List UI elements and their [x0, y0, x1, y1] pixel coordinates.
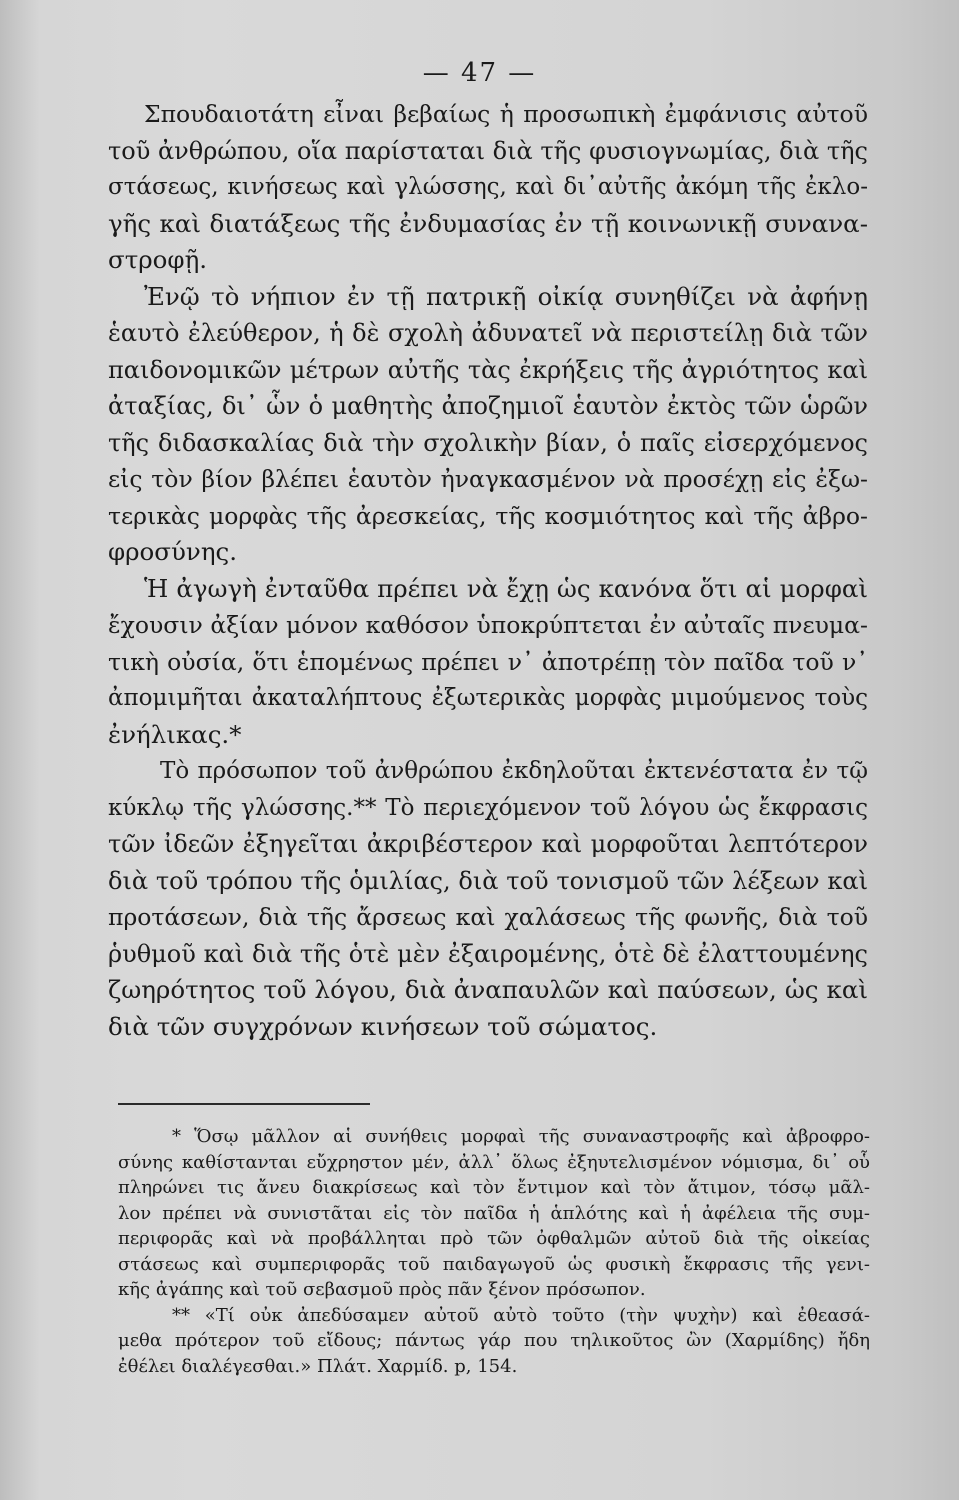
footnote-line: περιφορᾶς καὶ νὰ προβάλληται πρὸ τῶν ὀφθαλμῶν αὐτοῦ διὰ τῆς οἰκείας	[118, 1228, 870, 1249]
text-line: Ἡ ἀγωγὴ ἐνταῦθα πρέπει νὰ ἔχῃ ὡς κανόνα ὅτι αἱ μορφαὶ	[144, 573, 868, 603]
footnote-1	[118, 1124, 870, 1303]
footnote-line: ** «Τί οὐκ ἀπεδύσαμεν αὐτοῦ αὐτὸ τοῦτο (τὴν ψυχὴν) καὶ ἐθεασά-	[172, 1304, 870, 1326]
text-line: στροφῇ.	[108, 245, 208, 274]
text-line: ζωηρότητος τοῦ λόγου, διὰ ἀναπαυλῶν καὶ παύσεων, ὡς καὶ	[108, 975, 868, 1004]
text-line: ἑαυτὸ ἐλεύθερον, ἡ δὲ σχολὴ ἀδυνατεῖ νὰ περιστείλῃ διὰ τῶν	[108, 319, 868, 347]
text-line: εἰς τὸν βίον βλέπει ἑαυτὸν ἠναγκασμένον νὰ προσέχῃ εἰς ἐξω-	[108, 465, 868, 493]
page-number: — 47 —	[422, 58, 537, 88]
text-line: διὰ τῶν συγχρόνων κινήσεων τοῦ σώματος.	[108, 1011, 658, 1041]
text-line: γῆς καὶ διατάξεως τῆς ἐνδυμασίας ἐν τῇ κοινωνικῇ συνανα-	[108, 208, 868, 238]
footnotes	[118, 1124, 870, 1379]
text-line: Τὸ πρόσωπον τοῦ ἀνθρώπου ἐκδηλοῦται ἐκτενέστατα ἐν τῷ	[160, 758, 868, 784]
text-line: παιδονομικῶν μέτρων αὐτῆς τὰς ἐκρήξεις τῆς ἀγριότητος καὶ	[108, 355, 868, 384]
text-line: ἀπομιμῆται ἀκαταλήπτους ἐξωτερικὰς μορφὰς μιμούμενος τοὺς	[108, 685, 868, 711]
text-line: Ἐνῷ τὸ νήπιον ἐν τῇ πατρικῇ οἰκίᾳ συνηθίζει νὰ ἀφήνῃ	[144, 281, 868, 311]
text-line: τερικὰς μορφὰς τῆς ἀρεσκείας, τῆς κοσμιότητος καὶ τῆς ἀβρο-	[108, 501, 868, 530]
paragraph-2	[108, 279, 868, 571]
footnote-line: πληρώνει τις ἄνευ διακρίσεως καὶ τὸν ἔντιμον καὶ τὸν ἄτιμον, τόσῳ μᾶλ-	[118, 1177, 870, 1198]
text-line: Σπουδαιοτάτη εἶναι βεβαίως ἡ προσωπικὴ ἐμφάνισις αὐτοῦ	[144, 100, 868, 128]
text-line: τοῦ ἀνθρώπου, οἵα παρίσταται διὰ τῆς φυσιογνωμίας, διὰ τῆς	[108, 136, 868, 165]
text-line: ῥυθμοῦ καὶ διὰ τῆς ὁτὲ μὲν ἐξαιρομένης, ὁτὲ δὲ ἐλαττουμένης	[108, 939, 868, 968]
footnote-line: λον πρέπει νὰ συνιστᾶται εἰς τὸν παῖδα ἡ ἁπλότης καὶ ἡ ἀφέλεια τῆς συμ-	[118, 1202, 870, 1224]
text-line: ἐνήλικας.*	[108, 719, 242, 749]
paragraph-3	[108, 571, 868, 754]
text-line: προτάσεων, διὰ τῆς ἄρσεως καὶ χαλάσεως τῆς φωνῆς, διὰ τοῦ	[108, 903, 868, 931]
text-line: ἀταξίας, δι᾽ ὧν ὁ μαθητὴς ἀποζημιοῖ ἑαυτὸν ἐκτὸς τῶν ὡρῶν	[108, 392, 868, 420]
text-line: ἔχουσιν ἀξίαν μόνον καθόσον ὑποκρύπτεται ἐν αὐταῖς πνευμα-	[108, 611, 868, 639]
text-line: στάσεως, κινήσεως καὶ γλώσσης, καὶ δι᾽αὐτῆς ἀκόμη τῆς ἐκλο-	[108, 174, 868, 200]
text-line: διὰ τοῦ τρόπου τῆς ὁμιλίας, διὰ τοῦ τονισμοῦ τῶν λέξεων καὶ	[108, 866, 868, 895]
paragraph-4	[108, 753, 868, 1045]
footnote-2	[118, 1303, 870, 1380]
footnote-line: στάσεως καὶ συμπεριφορᾶς τοῦ παιδαγωγοῦ ὡς φυσικὴ ἔκφρασις τῆς γενι-	[118, 1253, 870, 1275]
footnote-line: κῆς ἀγάπης καὶ τοῦ σεβασμοῦ πρὸς πᾶν ξένον πρόσωπον.	[118, 1279, 646, 1300]
text-line: τῆς διδασκαλίας διὰ τὴν σχολικὴν βίαν, ὁ παῖς εἰσερχόμενος	[108, 428, 868, 457]
text-line: φροσύνης.	[108, 537, 238, 566]
footnote-line: * Ὅσῳ μᾶλλον αἱ συνήθεις μορφαὶ τῆς συναναστροφῆς καὶ ἀβροφρο-	[172, 1126, 870, 1147]
footnote-line: μεθα πρότερον τοῦ εἴδους; πάντως γάρ που τηλικοῦτος ὢν (Χαρμίδης) ἤδη	[118, 1330, 870, 1351]
body-text	[108, 96, 868, 1045]
text-line: τικὴ οὐσία, ὅτι ἑπομένως πρέπει ν᾽ ἀποτρέπῃ τὸν παῖδα τοῦ ν᾽	[108, 647, 868, 676]
footnote-line: ἐθέλει διαλέγεσθαι.» Πλάτ. Χαρμίδ. p, 154.	[118, 1355, 518, 1377]
text-line: κύκλῳ τῆς γλώσσης.** Τὸ περιεχόμενον τοῦ λόγου ὡς ἔκφρασις	[108, 794, 868, 821]
paragraph-1	[108, 96, 868, 279]
text-line: τῶν ἰδεῶν ἐξηγεῖται ἀκριβέστερον καὶ μορφοῦται λεπτότερον	[108, 830, 868, 858]
footnote-divider	[118, 1103, 370, 1105]
footnote-line: σύνης καθίστανται εὔχρηστον μέν, ἀλλ᾽ ὅλως ἐξηυτελισμένον νόμισμα, δι᾽ οὗ	[118, 1151, 870, 1173]
